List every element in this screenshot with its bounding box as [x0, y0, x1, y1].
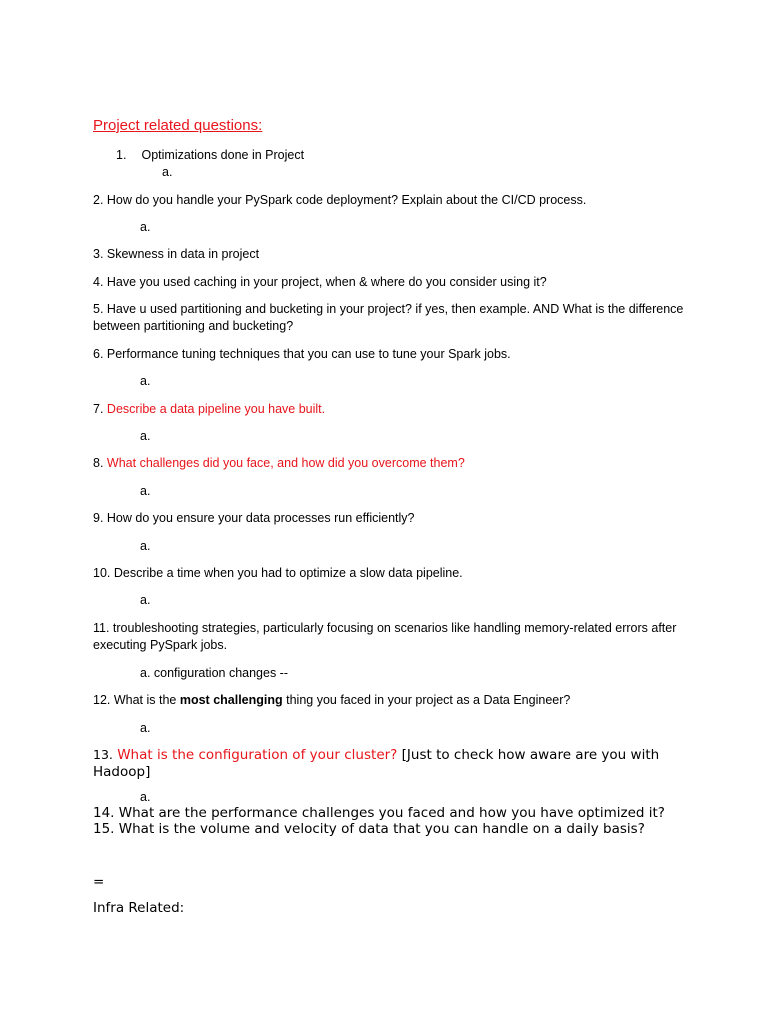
- answer-7: a.: [140, 429, 151, 443]
- question-1-number: 1.: [116, 148, 127, 162]
- question-4: 4. Have you used caching in your project, when & where do you consider using it?: [93, 275, 547, 289]
- question-14: 14. What are the performance challenges you faced and how you have optimized it?: [93, 805, 665, 821]
- section-heading-infra: Infra Related:: [93, 900, 185, 916]
- question-8-number: 8.: [93, 456, 104, 470]
- question-12-post: thing you faced in your project as a Data Engineer?: [282, 693, 571, 707]
- answer-8: a.: [140, 484, 151, 498]
- question-10: 10. Describe a time when you had to optimize a slow data pipeline.: [93, 566, 463, 580]
- question-9: 9. How do you ensure your data processes run efficiently?: [93, 511, 415, 525]
- question-15: 15. What is the volume and velocity of data that you can handle on a daily basis?: [93, 821, 645, 837]
- question-2: 2. How do you handle your PySpark code deployment? Explain about the CI/CD process.: [93, 193, 587, 207]
- question-12-pre: 12. What is the: [93, 693, 180, 707]
- answer-1: a.: [162, 165, 173, 179]
- question-13-red-text: What is the configuration of your cluster?: [117, 747, 398, 763]
- section-heading-project: Project related questions:: [93, 117, 263, 134]
- question-3: 3. Skewness in data in project: [93, 247, 260, 261]
- separator-mark: =: [93, 874, 105, 890]
- answer-9: a.: [140, 539, 151, 553]
- answer-2: a.: [140, 220, 151, 234]
- question-12-bold: most challenging: [179, 693, 283, 707]
- question-11: 11. troubleshooting strategies, particularly focusing on scenarios like handling memory-related errors after executing PySpark jobs.: [93, 621, 677, 652]
- question-12: [93, 692, 570, 709]
- answer-11: a. configuration changes --: [140, 666, 289, 680]
- answer-10: a.: [140, 593, 151, 607]
- answer-12: a.: [140, 721, 151, 735]
- answer-13: a.: [140, 790, 151, 804]
- question-5: 5. Have u used partitioning and bucketing in your project? if yes, then example. AND What is the difference between partitioning and bucketing?: [93, 302, 684, 333]
- question-1-text: Optimizations done in Project: [141, 148, 305, 162]
- question-8-text: What challenges did you face, and how did you overcome them?: [106, 456, 465, 470]
- question-1: [116, 147, 304, 164]
- answer-6: a.: [140, 374, 151, 388]
- question-7-text: Describe a data pipeline you have built.: [106, 402, 326, 416]
- question-7-number: 7.: [93, 402, 104, 416]
- question-13-rest: [Just to check how aware are you with Hadoop]: [93, 747, 660, 780]
- question-6: 6. Performance tuning techniques that you can use to tune your Spark jobs.: [93, 347, 511, 361]
- question-7: [93, 401, 325, 418]
- question-13: [93, 746, 673, 781]
- question-13-number: 13.: [93, 747, 113, 762]
- question-8: [93, 455, 465, 472]
